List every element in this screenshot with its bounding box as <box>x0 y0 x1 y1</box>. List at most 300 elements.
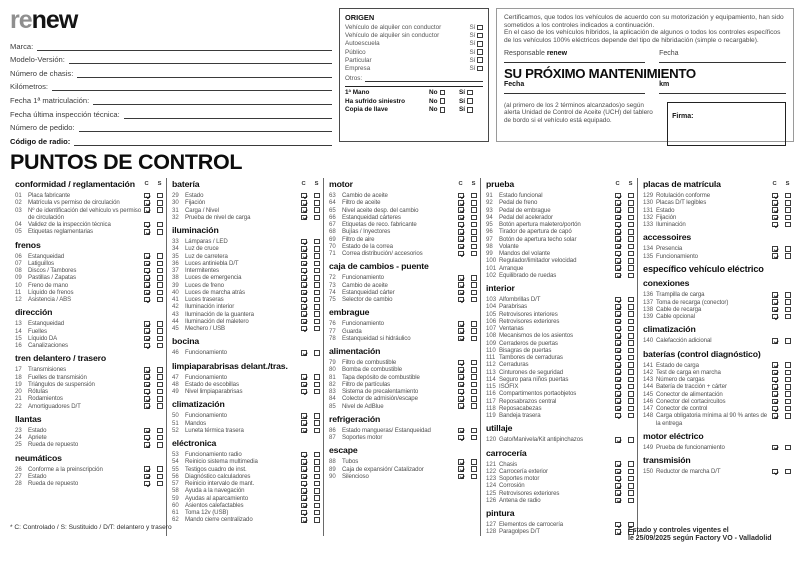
c-checkbox-106[interactable] <box>615 319 621 325</box>
s-checkbox-77[interactable] <box>471 328 477 334</box>
s-checkbox-50[interactable] <box>314 413 320 419</box>
c-checkbox-35[interactable] <box>301 253 307 259</box>
si-checkbox[interactable] <box>467 90 473 96</box>
c-checkbox-56[interactable] <box>301 474 307 480</box>
c-checkbox-08[interactable] <box>144 268 150 274</box>
c-checkbox-120[interactable] <box>615 437 621 443</box>
field-input-line[interactable] <box>79 122 332 132</box>
s-checkbox-68[interactable] <box>471 229 477 235</box>
c-checkbox-10[interactable] <box>144 282 150 288</box>
otros-input-line[interactable] <box>365 75 483 82</box>
c-checkbox-21[interactable] <box>144 396 150 402</box>
si-checkbox[interactable] <box>467 98 473 104</box>
c-checkbox-49[interactable] <box>301 389 307 395</box>
c-checkbox-128[interactable] <box>615 529 621 535</box>
c-checkbox-124[interactable] <box>615 483 621 489</box>
c-checkbox-38[interactable] <box>301 275 307 281</box>
s-checkbox-126[interactable] <box>628 498 634 504</box>
s-checkbox-32[interactable] <box>314 215 320 221</box>
s-checkbox-27[interactable] <box>157 474 163 480</box>
c-checkbox-12[interactable] <box>144 297 150 303</box>
c-checkbox-19[interactable] <box>144 382 150 388</box>
s-checkbox-51[interactable] <box>314 420 320 426</box>
s-checkbox-141[interactable] <box>785 362 791 368</box>
no-checkbox[interactable] <box>440 90 446 96</box>
c-checkbox-117[interactable] <box>615 398 621 404</box>
s-checkbox-44[interactable] <box>314 319 320 325</box>
s-checkbox-122[interactable] <box>628 469 634 475</box>
s-checkbox-130[interactable] <box>785 200 791 206</box>
s-checkbox-34[interactable] <box>314 246 320 252</box>
s-checkbox-82[interactable] <box>471 382 477 388</box>
s-checkbox-59[interactable] <box>314 495 320 501</box>
c-checkbox-84[interactable] <box>458 396 464 402</box>
s-checkbox-28[interactable] <box>157 481 163 487</box>
s-checkbox-46[interactable] <box>314 350 320 356</box>
c-checkbox-111[interactable] <box>615 355 621 361</box>
c-checkbox-17[interactable] <box>144 367 150 373</box>
c-checkbox-82[interactable] <box>458 382 464 388</box>
field-input-line[interactable] <box>52 81 332 91</box>
s-checkbox-103[interactable] <box>628 297 634 303</box>
s-checkbox-146[interactable] <box>785 399 791 405</box>
s-checkbox-10[interactable] <box>157 282 163 288</box>
s-checkbox-69[interactable] <box>471 236 477 242</box>
s-checkbox-93[interactable] <box>628 207 634 213</box>
c-checkbox-100[interactable] <box>615 258 621 264</box>
s-checkbox-138[interactable] <box>785 307 791 313</box>
s-checkbox-143[interactable] <box>785 377 791 383</box>
s-checkbox-02[interactable] <box>157 200 163 206</box>
c-checkbox-112[interactable] <box>615 362 621 368</box>
s-checkbox-29[interactable] <box>314 193 320 199</box>
s-checkbox-147[interactable] <box>785 406 791 412</box>
s-checkbox-22[interactable] <box>157 403 163 409</box>
s-checkbox-62[interactable] <box>314 517 320 523</box>
s-checkbox-04[interactable] <box>157 222 163 228</box>
c-checkbox-122[interactable] <box>615 469 621 475</box>
c-checkbox-22[interactable] <box>144 403 150 409</box>
s-checkbox-19[interactable] <box>157 382 163 388</box>
c-checkbox-97[interactable] <box>615 236 621 242</box>
s-checkbox-149[interactable] <box>785 445 791 451</box>
s-checkbox-121[interactable] <box>628 461 634 467</box>
c-checkbox-05[interactable] <box>144 229 150 235</box>
s-checkbox-104[interactable] <box>628 304 634 310</box>
si-checkbox[interactable] <box>477 41 483 47</box>
s-checkbox-108[interactable] <box>628 333 634 339</box>
c-checkbox-83[interactable] <box>458 389 464 395</box>
c-checkbox-42[interactable] <box>301 304 307 310</box>
c-checkbox-23[interactable] <box>144 428 150 434</box>
c-checkbox-33[interactable] <box>301 239 307 245</box>
s-checkbox-74[interactable] <box>471 290 477 296</box>
s-checkbox-100[interactable] <box>628 258 634 264</box>
c-checkbox-115[interactable] <box>615 384 621 390</box>
c-checkbox-20[interactable] <box>144 389 150 395</box>
s-checkbox-114[interactable] <box>628 377 634 383</box>
s-checkbox-123[interactable] <box>628 476 634 482</box>
c-checkbox-123[interactable] <box>615 476 621 482</box>
s-checkbox-88[interactable] <box>471 459 477 465</box>
c-checkbox-137[interactable] <box>772 299 778 305</box>
c-checkbox-141[interactable] <box>772 362 778 368</box>
c-checkbox-140[interactable] <box>772 338 778 344</box>
firma-box[interactable] <box>667 102 786 146</box>
c-checkbox-88[interactable] <box>458 459 464 465</box>
s-checkbox-38[interactable] <box>314 275 320 281</box>
s-checkbox-113[interactable] <box>628 369 634 375</box>
s-checkbox-86[interactable] <box>471 428 477 434</box>
s-checkbox-65[interactable] <box>471 207 477 213</box>
s-checkbox-75[interactable] <box>471 297 477 303</box>
s-checkbox-40[interactable] <box>314 290 320 296</box>
s-checkbox-116[interactable] <box>628 391 634 397</box>
c-checkbox-59[interactable] <box>301 495 307 501</box>
field-input-line[interactable] <box>37 41 332 51</box>
c-checkbox-81[interactable] <box>458 374 464 380</box>
s-checkbox-99[interactable] <box>628 251 634 257</box>
s-checkbox-92[interactable] <box>628 200 634 206</box>
c-checkbox-60[interactable] <box>301 503 307 509</box>
no-checkbox[interactable] <box>440 98 446 104</box>
s-checkbox-109[interactable] <box>628 340 634 346</box>
c-checkbox-55[interactable] <box>301 466 307 472</box>
s-checkbox-09[interactable] <box>157 275 163 281</box>
c-checkbox-52[interactable] <box>301 428 307 434</box>
c-checkbox-146[interactable] <box>772 399 778 405</box>
c-checkbox-69[interactable] <box>458 236 464 242</box>
s-checkbox-80[interactable] <box>471 367 477 373</box>
s-checkbox-118[interactable] <box>628 406 634 412</box>
s-checkbox-79[interactable] <box>471 360 477 366</box>
c-checkbox-136[interactable] <box>772 292 778 298</box>
c-checkbox-43[interactable] <box>301 311 307 317</box>
c-checkbox-74[interactable] <box>458 290 464 296</box>
s-checkbox-23[interactable] <box>157 428 163 434</box>
c-checkbox-142[interactable] <box>772 370 778 376</box>
c-checkbox-28[interactable] <box>144 481 150 487</box>
s-checkbox-120[interactable] <box>628 437 634 443</box>
s-checkbox-17[interactable] <box>157 367 163 373</box>
c-checkbox-16[interactable] <box>144 343 150 349</box>
c-checkbox-66[interactable] <box>458 215 464 221</box>
c-checkbox-96[interactable] <box>615 229 621 235</box>
c-checkbox-95[interactable] <box>615 222 621 228</box>
c-checkbox-30[interactable] <box>301 200 307 206</box>
c-checkbox-134[interactable] <box>772 246 778 252</box>
s-checkbox-83[interactable] <box>471 389 477 395</box>
s-checkbox-106[interactable] <box>628 319 634 325</box>
s-checkbox-55[interactable] <box>314 466 320 472</box>
s-checkbox-139[interactable] <box>785 314 791 320</box>
c-checkbox-48[interactable] <box>301 382 307 388</box>
c-checkbox-150[interactable] <box>772 469 778 475</box>
c-checkbox-71[interactable] <box>458 251 464 257</box>
s-checkbox-42[interactable] <box>314 304 320 310</box>
si-checkbox[interactable] <box>477 33 483 39</box>
s-checkbox-01[interactable] <box>157 193 163 199</box>
c-checkbox-06[interactable] <box>144 253 150 259</box>
s-checkbox-98[interactable] <box>628 244 634 250</box>
c-checkbox-07[interactable] <box>144 261 150 267</box>
c-checkbox-01[interactable] <box>144 193 150 199</box>
c-checkbox-31[interactable] <box>301 207 307 213</box>
s-checkbox-132[interactable] <box>785 215 791 221</box>
s-checkbox-31[interactable] <box>314 207 320 213</box>
s-checkbox-07[interactable] <box>157 261 163 267</box>
s-checkbox-61[interactable] <box>314 510 320 516</box>
s-checkbox-111[interactable] <box>628 355 634 361</box>
c-checkbox-91[interactable] <box>615 193 621 199</box>
s-checkbox-57[interactable] <box>314 481 320 487</box>
field-input-line[interactable] <box>124 109 332 119</box>
s-checkbox-94[interactable] <box>628 215 634 221</box>
c-checkbox-125[interactable] <box>615 490 621 496</box>
responsable-input-line[interactable] <box>504 57 645 63</box>
c-checkbox-37[interactable] <box>301 268 307 274</box>
c-checkbox-73[interactable] <box>458 282 464 288</box>
si-checkbox[interactable] <box>477 49 483 55</box>
c-checkbox-13[interactable] <box>144 321 150 327</box>
s-checkbox-73[interactable] <box>471 282 477 288</box>
c-checkbox-67[interactable] <box>458 222 464 228</box>
s-checkbox-20[interactable] <box>157 389 163 395</box>
s-checkbox-89[interactable] <box>471 466 477 472</box>
c-checkbox-76[interactable] <box>458 321 464 327</box>
s-checkbox-15[interactable] <box>157 336 163 342</box>
c-checkbox-145[interactable] <box>772 391 778 397</box>
s-checkbox-43[interactable] <box>314 311 320 317</box>
c-checkbox-103[interactable] <box>615 297 621 303</box>
c-checkbox-54[interactable] <box>301 459 307 465</box>
s-checkbox-35[interactable] <box>314 253 320 259</box>
s-checkbox-117[interactable] <box>628 398 634 404</box>
c-checkbox-57[interactable] <box>301 481 307 487</box>
s-checkbox-06[interactable] <box>157 253 163 259</box>
s-checkbox-66[interactable] <box>471 215 477 221</box>
s-checkbox-24[interactable] <box>157 435 163 441</box>
c-checkbox-14[interactable] <box>144 328 150 334</box>
s-checkbox-30[interactable] <box>314 200 320 206</box>
c-checkbox-143[interactable] <box>772 377 778 383</box>
c-checkbox-41[interactable] <box>301 297 307 303</box>
s-checkbox-41[interactable] <box>314 297 320 303</box>
s-checkbox-67[interactable] <box>471 222 477 228</box>
c-checkbox-70[interactable] <box>458 244 464 250</box>
c-checkbox-58[interactable] <box>301 488 307 494</box>
c-checkbox-85[interactable] <box>458 403 464 409</box>
s-checkbox-102[interactable] <box>628 273 634 279</box>
field-input-line[interactable] <box>69 54 332 64</box>
c-checkbox-29[interactable] <box>301 193 307 199</box>
c-checkbox-149[interactable] <box>772 445 778 451</box>
c-checkbox-99[interactable] <box>615 251 621 257</box>
c-checkbox-75[interactable] <box>458 297 464 303</box>
s-checkbox-90[interactable] <box>471 474 477 480</box>
s-checkbox-133[interactable] <box>785 222 791 228</box>
c-checkbox-39[interactable] <box>301 282 307 288</box>
c-checkbox-133[interactable] <box>772 222 778 228</box>
c-checkbox-101[interactable] <box>615 265 621 271</box>
c-checkbox-46[interactable] <box>301 350 307 356</box>
c-checkbox-40[interactable] <box>301 290 307 296</box>
c-checkbox-110[interactable] <box>615 348 621 354</box>
c-checkbox-09[interactable] <box>144 275 150 281</box>
c-checkbox-102[interactable] <box>615 273 621 279</box>
c-checkbox-80[interactable] <box>458 367 464 373</box>
s-checkbox-13[interactable] <box>157 321 163 327</box>
c-checkbox-98[interactable] <box>615 244 621 250</box>
s-checkbox-52[interactable] <box>314 428 320 434</box>
c-checkbox-02[interactable] <box>144 200 150 206</box>
c-checkbox-119[interactable] <box>615 413 621 419</box>
c-checkbox-62[interactable] <box>301 517 307 523</box>
c-checkbox-130[interactable] <box>772 200 778 206</box>
s-checkbox-137[interactable] <box>785 299 791 305</box>
c-checkbox-118[interactable] <box>615 406 621 412</box>
s-checkbox-124[interactable] <box>628 483 634 489</box>
c-checkbox-24[interactable] <box>144 435 150 441</box>
c-checkbox-116[interactable] <box>615 391 621 397</box>
s-checkbox-105[interactable] <box>628 311 634 317</box>
c-checkbox-104[interactable] <box>615 304 621 310</box>
s-checkbox-135[interactable] <box>785 253 791 259</box>
s-checkbox-48[interactable] <box>314 382 320 388</box>
s-checkbox-03[interactable] <box>157 207 163 213</box>
c-checkbox-25[interactable] <box>144 442 150 448</box>
c-checkbox-121[interactable] <box>615 461 621 467</box>
c-checkbox-107[interactable] <box>615 326 621 332</box>
c-checkbox-50[interactable] <box>301 413 307 419</box>
s-checkbox-08[interactable] <box>157 268 163 274</box>
s-checkbox-145[interactable] <box>785 391 791 397</box>
s-checkbox-76[interactable] <box>471 321 477 327</box>
s-checkbox-134[interactable] <box>785 246 791 252</box>
si-checkbox[interactable] <box>477 57 483 63</box>
s-checkbox-72[interactable] <box>471 275 477 281</box>
c-checkbox-26[interactable] <box>144 466 150 472</box>
s-checkbox-140[interactable] <box>785 338 791 344</box>
s-checkbox-63[interactable] <box>471 193 477 199</box>
s-checkbox-18[interactable] <box>157 374 163 380</box>
s-checkbox-60[interactable] <box>314 503 320 509</box>
no-checkbox[interactable] <box>440 107 446 113</box>
field-input-line[interactable] <box>74 136 332 146</box>
s-checkbox-26[interactable] <box>157 466 163 472</box>
c-checkbox-131[interactable] <box>772 207 778 213</box>
c-checkbox-86[interactable] <box>458 428 464 434</box>
c-checkbox-63[interactable] <box>458 193 464 199</box>
s-checkbox-78[interactable] <box>471 336 477 342</box>
s-checkbox-33[interactable] <box>314 239 320 245</box>
next-fecha-input-line[interactable] <box>504 88 645 94</box>
s-checkbox-16[interactable] <box>157 343 163 349</box>
c-checkbox-113[interactable] <box>615 369 621 375</box>
s-checkbox-14[interactable] <box>157 328 163 334</box>
s-checkbox-25[interactable] <box>157 442 163 448</box>
s-checkbox-91[interactable] <box>628 193 634 199</box>
c-checkbox-108[interactable] <box>615 333 621 339</box>
s-checkbox-115[interactable] <box>628 384 634 390</box>
s-checkbox-142[interactable] <box>785 370 791 376</box>
c-checkbox-03[interactable] <box>144 207 150 213</box>
c-checkbox-139[interactable] <box>772 314 778 320</box>
s-checkbox-81[interactable] <box>471 374 477 380</box>
c-checkbox-32[interactable] <box>301 215 307 221</box>
c-checkbox-68[interactable] <box>458 229 464 235</box>
s-checkbox-87[interactable] <box>471 435 477 441</box>
c-checkbox-51[interactable] <box>301 420 307 426</box>
s-checkbox-21[interactable] <box>157 396 163 402</box>
s-checkbox-53[interactable] <box>314 452 320 458</box>
c-checkbox-34[interactable] <box>301 246 307 252</box>
c-checkbox-126[interactable] <box>615 498 621 504</box>
c-checkbox-144[interactable] <box>772 384 778 390</box>
s-checkbox-47[interactable] <box>314 374 320 380</box>
c-checkbox-105[interactable] <box>615 311 621 317</box>
c-checkbox-148[interactable] <box>772 413 778 419</box>
c-checkbox-79[interactable] <box>458 360 464 366</box>
c-checkbox-64[interactable] <box>458 200 464 206</box>
km-input-line[interactable] <box>659 88 786 94</box>
c-checkbox-114[interactable] <box>615 377 621 383</box>
c-checkbox-04[interactable] <box>144 222 150 228</box>
fecha-input-line[interactable] <box>659 57 786 63</box>
s-checkbox-39[interactable] <box>314 282 320 288</box>
s-checkbox-84[interactable] <box>471 396 477 402</box>
s-checkbox-129[interactable] <box>785 193 791 199</box>
s-checkbox-45[interactable] <box>314 326 320 332</box>
field-input-line[interactable] <box>93 95 332 105</box>
c-checkbox-135[interactable] <box>772 253 778 259</box>
c-checkbox-89[interactable] <box>458 466 464 472</box>
field-input-line[interactable] <box>77 68 332 78</box>
c-checkbox-15[interactable] <box>144 336 150 342</box>
c-checkbox-92[interactable] <box>615 200 621 206</box>
c-checkbox-11[interactable] <box>144 290 150 296</box>
c-checkbox-94[interactable] <box>615 215 621 221</box>
c-checkbox-147[interactable] <box>772 406 778 412</box>
s-checkbox-144[interactable] <box>785 384 791 390</box>
c-checkbox-61[interactable] <box>301 510 307 516</box>
c-checkbox-27[interactable] <box>144 474 150 480</box>
s-checkbox-131[interactable] <box>785 207 791 213</box>
s-checkbox-11[interactable] <box>157 290 163 296</box>
c-checkbox-44[interactable] <box>301 319 307 325</box>
c-checkbox-18[interactable] <box>144 374 150 380</box>
s-checkbox-56[interactable] <box>314 474 320 480</box>
c-checkbox-87[interactable] <box>458 435 464 441</box>
si-checkbox[interactable] <box>477 25 483 31</box>
s-checkbox-58[interactable] <box>314 488 320 494</box>
s-checkbox-125[interactable] <box>628 490 634 496</box>
s-checkbox-12[interactable] <box>157 297 163 303</box>
s-checkbox-107[interactable] <box>628 326 634 332</box>
c-checkbox-127[interactable] <box>615 522 621 528</box>
c-checkbox-132[interactable] <box>772 215 778 221</box>
c-checkbox-65[interactable] <box>458 207 464 213</box>
s-checkbox-101[interactable] <box>628 265 634 271</box>
s-checkbox-136[interactable] <box>785 292 791 298</box>
c-checkbox-93[interactable] <box>615 207 621 213</box>
s-checkbox-96[interactable] <box>628 229 634 235</box>
c-checkbox-129[interactable] <box>772 193 778 199</box>
c-checkbox-53[interactable] <box>301 452 307 458</box>
s-checkbox-05[interactable] <box>157 229 163 235</box>
s-checkbox-110[interactable] <box>628 348 634 354</box>
c-checkbox-77[interactable] <box>458 328 464 334</box>
